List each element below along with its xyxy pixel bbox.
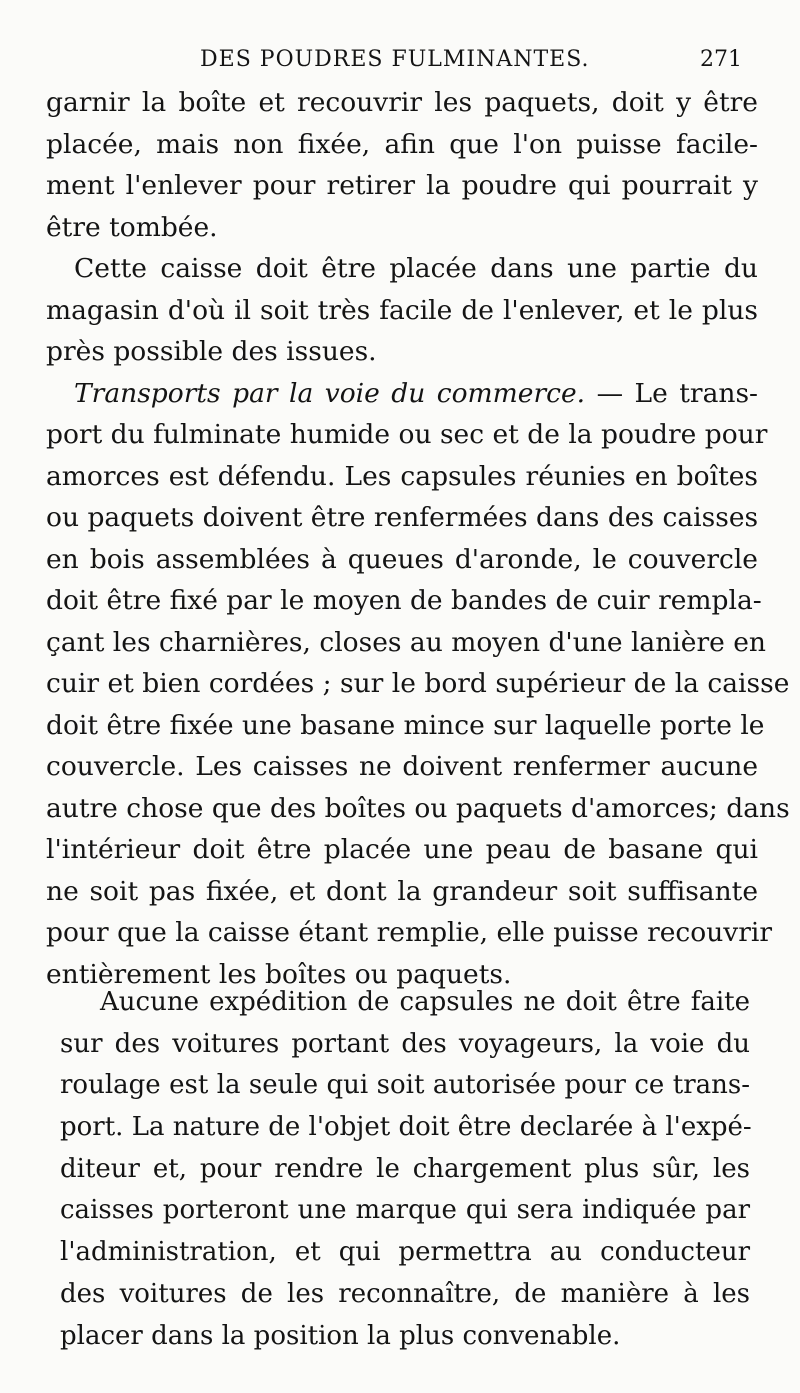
text-line: roulage est la seule qui soit autorisée pour ce trans- [60,1070,750,1101]
text-line: ou paquets doivent être renfermées dans des caisses [46,502,759,533]
text-line: l'intérieur doit être placée une peau de basane qui [46,834,758,865]
text-line: entièrement les boîtes ou paquets. [46,958,512,990]
text-line: autre chose que des boîtes ou paquets d'amorces; dans [46,792,790,824]
text-line: caisses porteront une marque qui sera indiquée par [60,1195,750,1226]
text-line: l'administration, et qui permettra au conducteur [60,1237,750,1268]
text-line: Aucune expédition de capsules ne doit être faite [100,987,750,1017]
text-line: ment l'enlever pour retirer la poudre qui pourrait y [46,170,758,201]
text-line: magasin d'où il soit très facile de l'enlever, et le plus [46,294,758,326]
text-line: çant les charnières, closes au moyen d'une lanière en [46,626,766,658]
text-line: diteur et, pour rendre le chargement plus sûr, les [60,1153,750,1184]
running-title: DES POUDRES FULMINANTES. [200,47,590,72]
text-line: doit être fixé par le moyen de bandes de cuir rempla- [46,585,762,616]
text-line: Cette caisse doit être placée dans une partie du [74,253,758,284]
text-block-lower [60,982,750,1357]
text-line: pour que la caisse étant remplie, elle puisse recouvrir [46,917,773,948]
text-line: en bois assemblées à queues d'aronde, le couvercle [46,543,758,575]
text-line: amorces est défendu. Les capsules réunies en boîtes [46,460,758,492]
section-title: Transports par la voie du commerce. [74,377,586,409]
text-line: port. La nature de l'objet doit être declarée à l'expé- [60,1112,752,1143]
section-lead: — Le trans- [585,377,758,409]
text-line: garnir la boîte et recouvrir les paquets, doit y être [46,87,758,118]
text-line: près possible des issues. [46,336,377,367]
text-line: doit être fixée une basane mince sur laquelle porte le [46,709,765,741]
text-line: ne soit pas fixée, et dont la grandeur soit suffisante [46,875,758,907]
text-line: des voitures de les reconnaître, de manière à les [60,1278,750,1309]
text-line: être tombée. [46,211,218,243]
text-line: couvercle. Les caisses ne doivent renfermer aucune [46,751,758,782]
text-line: sur des voitures portant des voyageurs, la voie du [60,1028,750,1059]
running-head [0,40,800,80]
text-line: placer dans la position la plus convenable. [60,1320,621,1351]
text-line: placée, mais non fixée, afin que l'on puisse facile- [46,128,758,160]
text-block-upper [46,82,790,995]
section-heading-line [46,373,758,415]
text-line: cuir et bien cordées ; sur le bord supérieur de la caisse [46,668,790,699]
text-line: port du fulminate humide ou sec et de la poudre pour [46,419,768,450]
page-number: 271 [700,47,742,72]
